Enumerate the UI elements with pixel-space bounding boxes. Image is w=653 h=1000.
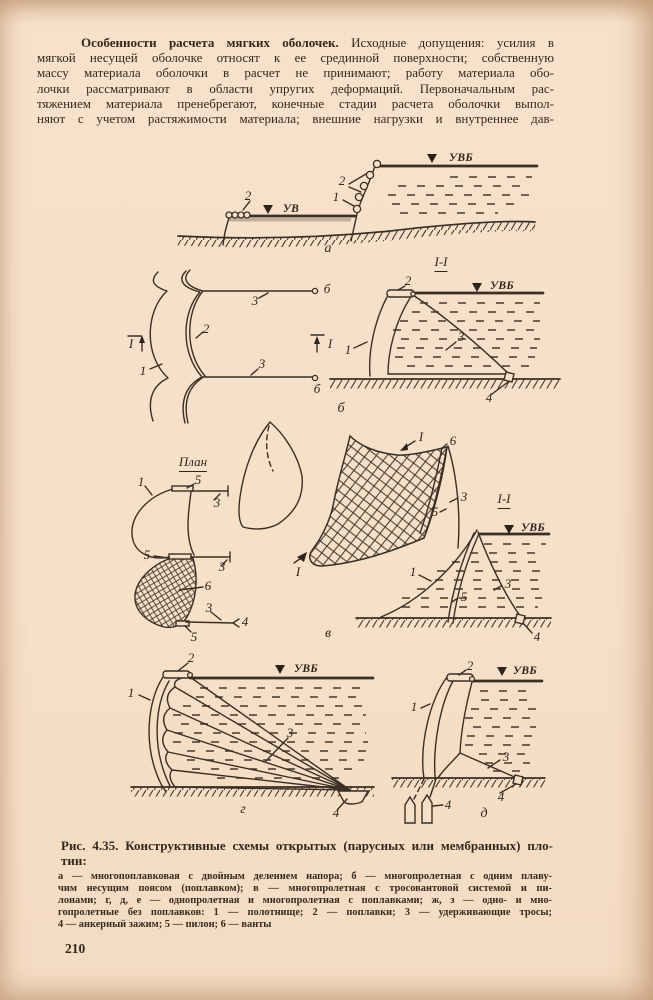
callout-number: 3 <box>457 329 465 344</box>
section-mark-label: I <box>327 336 333 351</box>
water-level-icon <box>497 667 507 676</box>
diagram-b-plan-artwork <box>128 270 324 423</box>
callout-number: 1 <box>409 564 417 579</box>
callout-number: 3 <box>205 600 213 615</box>
callout-number: 2 <box>466 658 474 673</box>
page-number: 210 <box>65 941 86 956</box>
callout-number: 4 <box>332 805 340 820</box>
legend-line: 4 — анкерный зажим; 5 — пилон; 6 — ванты <box>58 919 272 931</box>
diagram-b-section-artwork <box>327 283 560 394</box>
water-level-label: УВБ <box>294 663 318 675</box>
callout-letter: б <box>313 381 321 396</box>
callout-number: 3 <box>258 356 266 371</box>
callout-number: 5 <box>190 629 198 644</box>
callout-number: 3 <box>251 293 259 308</box>
callout-number: 1 <box>137 474 145 489</box>
subfigure-label: г <box>240 802 246 817</box>
water-level-icon <box>472 283 482 292</box>
callout-number: 6 <box>449 433 457 448</box>
subfigure-label: в <box>324 626 332 641</box>
legend-line: чим несущим поясом (поплавком); в — многопролетная с тросовантовой системой и пи- <box>58 883 552 895</box>
diagram-g-artwork <box>131 663 374 809</box>
callout-number: 4 <box>497 789 505 804</box>
callout-number: 5 <box>460 589 468 604</box>
water-level-icon <box>263 205 273 214</box>
callout-letter: б <box>323 281 331 296</box>
callout-number: 5 <box>431 504 439 519</box>
subfigure-label: а <box>324 241 332 256</box>
section-mark-label: I <box>418 429 424 444</box>
paragraph-lead: Особенности расчета мягких оболочек. <box>81 35 339 50</box>
callout-number: 3 <box>213 495 221 510</box>
callout-number: 1 <box>344 342 352 357</box>
section-title: I-I <box>498 491 511 509</box>
callout-number: 4 <box>485 390 493 405</box>
water-level-label: УВБ <box>449 152 473 164</box>
legend-line: лонами; г, д, е — однопролетная и многопролетная с поплавками; ж, з — одно- и мно- <box>58 895 552 907</box>
paragraph-line: массу материала оболочки в расчет не принимают; работу материала обо- <box>37 65 554 81</box>
callout-number: 3 <box>286 725 294 740</box>
callout-number: 1 <box>127 685 135 700</box>
figure-legend <box>58 871 552 931</box>
callout-number: 3 <box>502 749 510 764</box>
callout-number: 2 <box>404 273 412 288</box>
callout-number: 2 <box>338 173 346 188</box>
callout-number: 2 <box>187 650 195 665</box>
diagram-d-artwork <box>392 667 545 823</box>
water-level-label: УВБ <box>513 665 537 677</box>
callout-number: 4 <box>444 797 452 812</box>
paragraph-line: мягкой несущей оболочке относят к ее срединной поверхности; собственную <box>37 50 554 66</box>
callout-number: 1 <box>332 189 340 204</box>
callout-number: 2 <box>202 321 210 336</box>
subfigure-label: д <box>480 806 488 821</box>
water-level-label: УВ <box>282 203 300 215</box>
callout-number: 2 <box>244 188 252 203</box>
callout-number: 4 <box>533 629 541 644</box>
callout-number: 3 <box>460 489 468 504</box>
callout-number: 1 <box>410 699 418 714</box>
callout-number: 5 <box>143 547 151 562</box>
callout-number: 5 <box>194 472 202 487</box>
diagram-v-3d-artwork <box>239 422 459 566</box>
paragraph-line: тяжением материала пренебрегают, конечные стадии расчета оболочки выпол- <box>37 95 554 111</box>
callout-number: 3 <box>218 559 226 574</box>
legend-line: а — многопоплавковая с двойным делением напора; б — многопролетная с одним плаву- <box>58 871 552 882</box>
plan-title: План <box>179 454 207 472</box>
section-title: I-I <box>435 254 448 272</box>
subfigure-label: б <box>337 401 345 416</box>
water-level-label: УВБ <box>521 522 545 534</box>
water-level-icon <box>427 154 437 163</box>
water-level-icon <box>275 665 285 674</box>
paragraph-line-rest: Исходные допущения: усилия в <box>338 35 554 50</box>
callout-number: 4 <box>241 614 249 629</box>
callout-number: 3 <box>504 576 512 591</box>
diagram-a-artwork <box>178 154 537 245</box>
callout-number: 1 <box>139 363 147 378</box>
paragraph-line: лочки рассматривают в области упругих деформаций. Первоначальным рас- <box>37 80 554 96</box>
callout-number: 6 <box>204 578 212 593</box>
caption-line: тин: <box>61 853 87 868</box>
water-level-label: УВБ <box>490 280 514 292</box>
section-mark-label: I <box>295 564 301 579</box>
caption-line: Рис. 4.35. Конструктивные схемы открытых (парусных или мембранных) пло- <box>61 838 553 853</box>
legend-line: гопролетные без поплавков: 1 — полотнище; 2 — поплавки; 3 — удерживающие тросы; <box>58 907 552 919</box>
figure-caption <box>61 838 553 868</box>
paragraph-line: няют с учетом растяжимости материала; внешние нагрузки и внутреннее дав- <box>37 111 554 127</box>
section-mark-label: I <box>128 336 134 351</box>
